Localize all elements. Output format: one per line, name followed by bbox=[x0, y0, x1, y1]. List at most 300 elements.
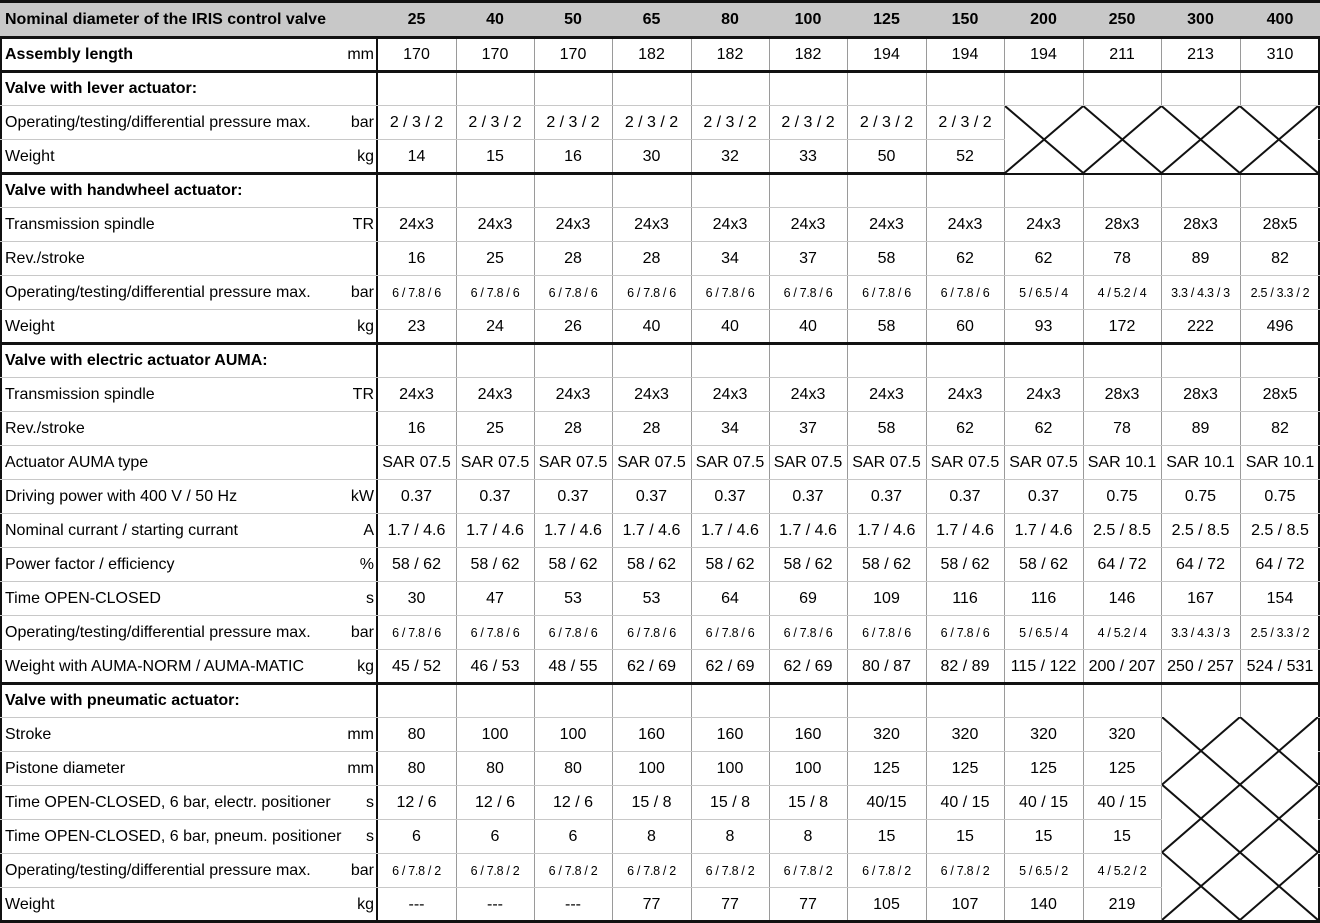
value-cell: 6 / 7.8 / 2 bbox=[862, 864, 911, 878]
row-label-cell bbox=[0, 38, 377, 72]
value-cell: SAR 07.5 bbox=[852, 454, 921, 471]
diameter-header-cell: 100 bbox=[769, 3, 847, 37]
value-cell: 0.37 bbox=[949, 488, 981, 505]
spec-row bbox=[0, 718, 1320, 752]
value-cell: 82 / 89 bbox=[940, 658, 990, 675]
spec-row bbox=[0, 650, 1320, 684]
header-row bbox=[0, 3, 1320, 37]
value-cell: --- bbox=[487, 896, 503, 913]
value-cell: 2.5 / 8.5 bbox=[1251, 522, 1309, 539]
value-cell: 6 bbox=[412, 828, 421, 845]
value-cell: 40 / 15 bbox=[1019, 794, 1068, 811]
value-cell: 62 / 69 bbox=[627, 658, 676, 675]
value-cell bbox=[534, 344, 612, 378]
spec-row bbox=[0, 820, 1320, 854]
value-cell: 6 / 7.8 / 6 bbox=[705, 286, 755, 300]
value-cell: 12 / 6 bbox=[474, 794, 516, 811]
value-cell: 58 bbox=[877, 420, 896, 437]
section-border bbox=[0, 682, 1320, 685]
row-label: Operating/testing/differential pressure max. bbox=[5, 284, 311, 301]
value-cell: 40 bbox=[642, 318, 661, 335]
value-cell: 32 bbox=[721, 148, 739, 165]
value-cell bbox=[1083, 174, 1161, 208]
value-cell: SAR 07.5 bbox=[695, 454, 765, 471]
value-cell: 37 bbox=[799, 420, 817, 437]
value-cell bbox=[1004, 344, 1083, 378]
value-cell: 2 / 3 / 2 bbox=[703, 114, 757, 131]
value-cell: 115 / 122 bbox=[1010, 658, 1077, 675]
value-cell: 6 / 7.8 / 6 bbox=[470, 286, 520, 300]
row-label-cell bbox=[0, 140, 377, 174]
value-cell: 62 bbox=[956, 250, 974, 267]
value-cell bbox=[377, 684, 456, 718]
value-cell: 28x5 bbox=[1262, 386, 1298, 403]
value-cell: 6 / 7.8 / 6 bbox=[548, 286, 598, 300]
value-cell bbox=[1161, 344, 1240, 378]
value-cell: 100 bbox=[559, 726, 587, 743]
value-cell: 15 / 8 bbox=[709, 794, 751, 811]
value-cell bbox=[1083, 684, 1161, 718]
value-cell: 64 / 72 bbox=[1255, 556, 1305, 573]
row-label: Weight with AUMA-NORM / AUMA-MATIC bbox=[5, 658, 304, 675]
value-cell: SAR 10.1 bbox=[1087, 454, 1157, 471]
row-label: Transmission spindle bbox=[5, 386, 155, 403]
row-label: Pistone diameter bbox=[5, 760, 126, 777]
value-cell bbox=[847, 344, 926, 378]
value-cell: 194 bbox=[873, 46, 900, 63]
row-label-cell bbox=[0, 446, 377, 480]
value-cell: 40/15 bbox=[866, 794, 907, 811]
value-cell: 62 bbox=[1034, 250, 1053, 267]
value-cell: 116 bbox=[952, 590, 978, 607]
value-cell: 182 bbox=[716, 46, 744, 63]
diameter-header-cell: 200 bbox=[1004, 3, 1083, 37]
value-cell: 40 / 15 bbox=[940, 794, 990, 811]
value-cell: 48 / 55 bbox=[548, 658, 598, 675]
value-cell: 58 / 62 bbox=[548, 556, 598, 573]
value-cell: 6 / 7.8 / 2 bbox=[705, 864, 755, 878]
row-label-cell bbox=[0, 412, 377, 446]
row-label-cell bbox=[0, 310, 377, 344]
value-cell: 24x3 bbox=[399, 386, 434, 403]
value-cell: 15 / 8 bbox=[787, 794, 829, 811]
value-cell bbox=[691, 72, 769, 106]
value-cell: 64 / 72 bbox=[1097, 556, 1147, 573]
value-cell bbox=[612, 72, 691, 106]
value-cell: 58 / 62 bbox=[783, 556, 833, 573]
unit-label: TR bbox=[352, 216, 374, 233]
value-cell: 28x3 bbox=[1183, 216, 1218, 233]
row-label-cell bbox=[0, 752, 377, 786]
value-cell: 125 bbox=[873, 760, 900, 777]
value-cell: 6 / 7.8 / 6 bbox=[783, 286, 833, 300]
value-cell: 82 bbox=[1271, 420, 1289, 437]
row-label: Operating/testing/differential pressure max. bbox=[5, 624, 311, 641]
value-cell: 1.7 / 4.6 bbox=[936, 522, 994, 539]
value-cell: 2 / 3 / 2 bbox=[389, 114, 444, 131]
value-cell: 58 bbox=[877, 250, 896, 267]
value-cell: 6 / 7.8 / 2 bbox=[627, 864, 676, 878]
row-label-cell bbox=[0, 854, 377, 888]
row-label-cell bbox=[0, 616, 377, 650]
value-cell: 28x3 bbox=[1104, 386, 1140, 403]
value-cell: 14 bbox=[407, 148, 426, 165]
value-cell: 34 bbox=[721, 250, 739, 267]
value-cell: 28x5 bbox=[1262, 216, 1298, 233]
value-cell: 30 bbox=[407, 590, 426, 607]
row-label: Weight bbox=[5, 148, 55, 165]
value-cell: 16 bbox=[564, 148, 582, 165]
value-cell: 100 bbox=[638, 760, 665, 777]
value-cell: 167 bbox=[1187, 590, 1214, 607]
row-label-cell bbox=[0, 378, 377, 412]
value-cell: 0.37 bbox=[714, 488, 746, 505]
value-cell: 524 / 531 bbox=[1246, 658, 1314, 675]
unit-label: A bbox=[363, 522, 374, 539]
value-cell: 6 / 7.8 / 6 bbox=[392, 286, 441, 300]
row-label-cell bbox=[0, 174, 377, 208]
unit-label: s bbox=[366, 590, 374, 607]
value-cell: 24x3 bbox=[634, 216, 669, 233]
unit-label: kW bbox=[350, 488, 374, 505]
value-cell: 23 bbox=[407, 318, 426, 335]
not-applicable-hatch-pneumatic bbox=[1162, 717, 1318, 920]
row-label-cell bbox=[0, 208, 377, 242]
value-cell: 24x3 bbox=[869, 386, 904, 403]
value-cell: SAR 07.5 bbox=[930, 454, 1000, 471]
value-cell: 53 bbox=[564, 590, 582, 607]
value-cell bbox=[926, 72, 1004, 106]
value-cell bbox=[612, 174, 691, 208]
value-cell bbox=[769, 72, 847, 106]
row-label: Nominal currant / starting currant bbox=[5, 522, 238, 539]
section-title: Valve with handwheel actuator: bbox=[5, 182, 243, 199]
section-border bbox=[0, 36, 1320, 39]
value-cell: 140 bbox=[1030, 896, 1057, 913]
spec-row bbox=[0, 514, 1320, 548]
value-cell: SAR 07.5 bbox=[773, 454, 843, 471]
spec-row bbox=[0, 582, 1320, 616]
value-cell: 125 bbox=[1030, 760, 1057, 777]
row-label-cell bbox=[0, 786, 377, 820]
value-cell: 12 / 6 bbox=[552, 794, 594, 811]
unit-label: s bbox=[366, 828, 374, 845]
value-cell: 2.5 / 3.3 / 2 bbox=[1250, 626, 1310, 640]
value-cell: 6 / 7.8 / 6 bbox=[705, 626, 755, 640]
value-cell: SAR 07.5 bbox=[460, 454, 530, 471]
spec-row bbox=[0, 446, 1320, 480]
value-cell: 100 bbox=[716, 760, 744, 777]
value-cell: 15 bbox=[1113, 828, 1131, 845]
value-cell: 47 bbox=[486, 590, 504, 607]
unit-label: bar bbox=[350, 862, 374, 879]
value-cell: 310 bbox=[1266, 46, 1294, 63]
value-cell: 6 / 7.8 / 6 bbox=[470, 626, 520, 640]
value-cell: 6 / 7.8 / 6 bbox=[783, 626, 833, 640]
value-cell: 58 bbox=[877, 318, 896, 335]
spec-row bbox=[0, 412, 1320, 446]
value-cell: 8 bbox=[803, 828, 813, 845]
value-cell: 0.37 bbox=[635, 488, 668, 505]
value-cell bbox=[1240, 174, 1320, 208]
value-cell: 1.7 / 4.6 bbox=[544, 522, 602, 539]
diameter-header-cell: 300 bbox=[1161, 3, 1240, 37]
value-cell bbox=[1161, 684, 1240, 718]
value-cell: 0.37 bbox=[400, 488, 433, 505]
value-cell: 69 bbox=[799, 590, 817, 607]
value-cell: 24x3 bbox=[712, 386, 748, 403]
value-cell bbox=[847, 174, 926, 208]
value-cell: 160 bbox=[638, 726, 665, 743]
value-cell: 213 bbox=[1187, 46, 1214, 63]
value-cell bbox=[1161, 72, 1240, 106]
spec-row bbox=[0, 310, 1320, 344]
value-cell: 24 bbox=[486, 318, 504, 335]
value-cell: 24x3 bbox=[1026, 216, 1061, 233]
value-cell: 15 bbox=[956, 828, 974, 845]
value-cell bbox=[691, 684, 769, 718]
value-cell: 53 bbox=[642, 590, 661, 607]
value-cell bbox=[691, 174, 769, 208]
row-label-cell bbox=[0, 548, 377, 582]
spec-row bbox=[0, 854, 1320, 888]
value-cell bbox=[1240, 72, 1320, 106]
value-cell bbox=[1240, 684, 1320, 718]
value-cell: 80 bbox=[486, 760, 504, 777]
section-title: Valve with lever actuator: bbox=[5, 80, 198, 97]
value-cell bbox=[456, 72, 534, 106]
value-cell: 2 / 3 / 2 bbox=[624, 114, 679, 131]
diameter-header-cell: 125 bbox=[847, 3, 926, 37]
value-cell: 1.7 / 4.6 bbox=[857, 522, 916, 539]
value-cell: 62 bbox=[956, 420, 974, 437]
value-cell: SAR 07.5 bbox=[617, 454, 686, 471]
spec-row bbox=[0, 888, 1320, 922]
value-cell: 194 bbox=[951, 46, 979, 63]
value-cell: 250 / 257 bbox=[1167, 658, 1234, 675]
value-cell bbox=[926, 684, 1004, 718]
value-cell: 50 bbox=[877, 148, 896, 165]
value-cell: 28 bbox=[642, 420, 661, 437]
value-cell bbox=[534, 72, 612, 106]
value-cell: 24x3 bbox=[1026, 386, 1061, 403]
unit-label: bar bbox=[350, 284, 374, 301]
value-cell: 34 bbox=[721, 420, 739, 437]
value-cell: 25 bbox=[486, 250, 504, 267]
spec-row bbox=[0, 242, 1320, 276]
value-cell bbox=[1083, 344, 1161, 378]
value-cell: 6 / 7.8 / 2 bbox=[548, 864, 598, 878]
value-cell: 24x3 bbox=[790, 216, 826, 233]
value-cell: 0.37 bbox=[870, 488, 903, 505]
value-cell: 15 bbox=[1034, 828, 1053, 845]
value-cell: 0.37 bbox=[557, 488, 589, 505]
value-cell: 320 bbox=[873, 726, 900, 743]
value-cell: 200 / 207 bbox=[1088, 658, 1156, 675]
assembly-length-row bbox=[0, 38, 1320, 72]
value-cell: --- bbox=[565, 896, 581, 913]
unit-label: mm bbox=[347, 726, 374, 743]
value-cell: 320 bbox=[1030, 726, 1057, 743]
diameter-header-cell: 150 bbox=[926, 3, 1004, 37]
value-cell: 80 bbox=[564, 760, 582, 777]
value-cell bbox=[847, 684, 926, 718]
value-cell: SAR 07.5 bbox=[538, 454, 608, 471]
value-cell: 4 / 5.2 / 4 bbox=[1097, 626, 1147, 640]
unit-label: % bbox=[359, 556, 374, 573]
row-label: Time OPEN-CLOSED bbox=[5, 590, 161, 607]
value-cell: SAR 10.1 bbox=[1166, 454, 1235, 471]
value-cell: 6 / 7.8 / 6 bbox=[940, 286, 990, 300]
value-cell: 320 bbox=[1108, 726, 1136, 743]
value-cell: 24x3 bbox=[712, 216, 748, 233]
value-cell bbox=[612, 684, 691, 718]
value-cell: 2 / 3 / 2 bbox=[468, 114, 522, 131]
row-label: Weight bbox=[5, 318, 55, 335]
value-cell: 0.75 bbox=[1184, 488, 1217, 505]
row-label-cell bbox=[0, 276, 377, 310]
unit-label: bar bbox=[350, 114, 374, 131]
value-cell: 6 / 7.8 / 2 bbox=[470, 864, 520, 878]
value-cell: 1.7 / 4.6 bbox=[701, 522, 759, 539]
spec-row bbox=[0, 480, 1320, 514]
row-label: Actuator AUMA type bbox=[5, 454, 149, 471]
row-label-cell bbox=[0, 820, 377, 854]
value-cell: 5 / 6.5 / 4 bbox=[1019, 626, 1068, 640]
value-cell: 58 / 62 bbox=[470, 556, 520, 573]
value-cell: 4 / 5.2 / 4 bbox=[1097, 286, 1147, 300]
value-cell: 30 bbox=[642, 148, 661, 165]
value-cell: 24x3 bbox=[869, 216, 904, 233]
value-cell: 6 / 7.8 / 2 bbox=[392, 864, 441, 878]
spec-row bbox=[0, 616, 1320, 650]
value-cell: 24x3 bbox=[477, 386, 513, 403]
value-cell: 77 bbox=[721, 896, 739, 913]
value-cell: 1.7 / 4.6 bbox=[622, 522, 681, 539]
value-cell: 2.5 / 8.5 bbox=[1093, 522, 1151, 539]
value-cell bbox=[769, 174, 847, 208]
value-cell bbox=[456, 684, 534, 718]
value-cell: 8 bbox=[647, 828, 656, 845]
section-border bbox=[0, 70, 1320, 73]
value-cell: 62 / 69 bbox=[705, 658, 755, 675]
value-cell: 16 bbox=[407, 250, 426, 267]
value-cell: 170 bbox=[481, 46, 509, 63]
value-cell: 64 / 72 bbox=[1176, 556, 1225, 573]
value-cell: 160 bbox=[716, 726, 744, 743]
not-applicable-hatch-lever bbox=[1005, 106, 1318, 173]
value-cell: 26 bbox=[564, 318, 582, 335]
value-cell bbox=[1004, 684, 1083, 718]
value-cell: 24x3 bbox=[947, 216, 983, 233]
value-cell bbox=[612, 344, 691, 378]
value-cell bbox=[1004, 72, 1083, 106]
value-cell bbox=[534, 684, 612, 718]
row-label: Operating/testing/differential pressure max. bbox=[5, 862, 311, 879]
value-cell: 6 / 7.8 / 6 bbox=[392, 626, 441, 640]
row-label: Assembly length bbox=[5, 46, 134, 63]
diameter-header-cell: 250 bbox=[1083, 3, 1161, 37]
section-title-2 bbox=[0, 344, 1320, 378]
value-cell: 6 / 7.8 / 2 bbox=[783, 864, 833, 878]
value-cell bbox=[377, 72, 456, 106]
value-cell: 219 bbox=[1108, 896, 1136, 913]
row-label-cell bbox=[0, 650, 377, 684]
row-label-cell bbox=[0, 582, 377, 616]
value-cell: 6 / 7.8 / 6 bbox=[940, 626, 990, 640]
value-cell: 1.7 / 4.6 bbox=[1014, 522, 1073, 539]
value-cell: 182 bbox=[638, 46, 665, 63]
value-cell: 78 bbox=[1113, 250, 1131, 267]
value-cell: 2.5 / 3.3 / 2 bbox=[1250, 286, 1310, 300]
value-cell: 1.7 / 4.6 bbox=[387, 522, 446, 539]
value-cell: SAR 07.5 bbox=[1009, 454, 1078, 471]
row-label: Nominal diameter of the IRIS control valve bbox=[5, 11, 326, 28]
value-cell: 89 bbox=[1191, 420, 1210, 437]
value-cell: 80 bbox=[407, 760, 426, 777]
value-cell: 58 / 62 bbox=[392, 556, 441, 573]
value-cell: 77 bbox=[799, 896, 817, 913]
value-cell: SAR 10.1 bbox=[1245, 454, 1315, 471]
value-cell: 172 bbox=[1108, 318, 1136, 335]
value-cell: 100 bbox=[794, 760, 822, 777]
value-cell bbox=[456, 344, 534, 378]
value-cell: 6 / 7.8 / 6 bbox=[627, 286, 676, 300]
value-cell: 4 / 5.2 / 2 bbox=[1097, 864, 1147, 878]
value-cell: 60 bbox=[956, 318, 974, 335]
value-cell: 211 bbox=[1109, 46, 1135, 63]
spec-row bbox=[0, 786, 1320, 820]
value-cell: 45 / 52 bbox=[392, 658, 441, 675]
value-cell: 5 / 6.5 / 4 bbox=[1019, 286, 1068, 300]
value-cell: 24x3 bbox=[399, 216, 434, 233]
spec-row bbox=[0, 548, 1320, 582]
value-cell: 28x3 bbox=[1183, 386, 1218, 403]
value-cell: 125 bbox=[951, 760, 979, 777]
row-label-cell bbox=[0, 480, 377, 514]
value-cell: 170 bbox=[403, 46, 430, 63]
unit-label: kg bbox=[357, 318, 374, 335]
value-cell: 40 bbox=[721, 318, 739, 335]
value-cell bbox=[926, 174, 1004, 208]
value-cell: 25 bbox=[486, 420, 504, 437]
value-cell: 0.37 bbox=[479, 488, 511, 505]
value-cell: 109 bbox=[873, 590, 900, 607]
diameter-header-cell: 25 bbox=[377, 3, 456, 37]
value-cell: 105 bbox=[873, 896, 900, 913]
value-cell: 33 bbox=[799, 148, 817, 165]
value-cell: 46 / 53 bbox=[470, 658, 520, 675]
value-cell: 24x3 bbox=[790, 386, 826, 403]
value-cell bbox=[534, 174, 612, 208]
value-cell: 1.7 / 4.6 bbox=[779, 522, 837, 539]
value-cell bbox=[1004, 174, 1083, 208]
row-label-cell bbox=[0, 242, 377, 276]
value-cell: 28 bbox=[642, 250, 661, 267]
value-cell: 58 / 62 bbox=[862, 556, 911, 573]
value-cell: 222 bbox=[1187, 318, 1214, 335]
value-cell: 62 / 69 bbox=[783, 658, 833, 675]
value-cell: 52 bbox=[956, 148, 974, 165]
value-cell: 93 bbox=[1034, 318, 1053, 335]
row-label: Time OPEN-CLOSED, 6 bar, pneum. positioner bbox=[5, 828, 342, 845]
unit-label: mm bbox=[347, 760, 374, 777]
section-border bbox=[0, 342, 1320, 345]
value-cell: 107 bbox=[951, 896, 979, 913]
value-cell bbox=[926, 344, 1004, 378]
value-cell: 1.7 / 4.6 bbox=[466, 522, 524, 539]
spec-row bbox=[0, 276, 1320, 310]
